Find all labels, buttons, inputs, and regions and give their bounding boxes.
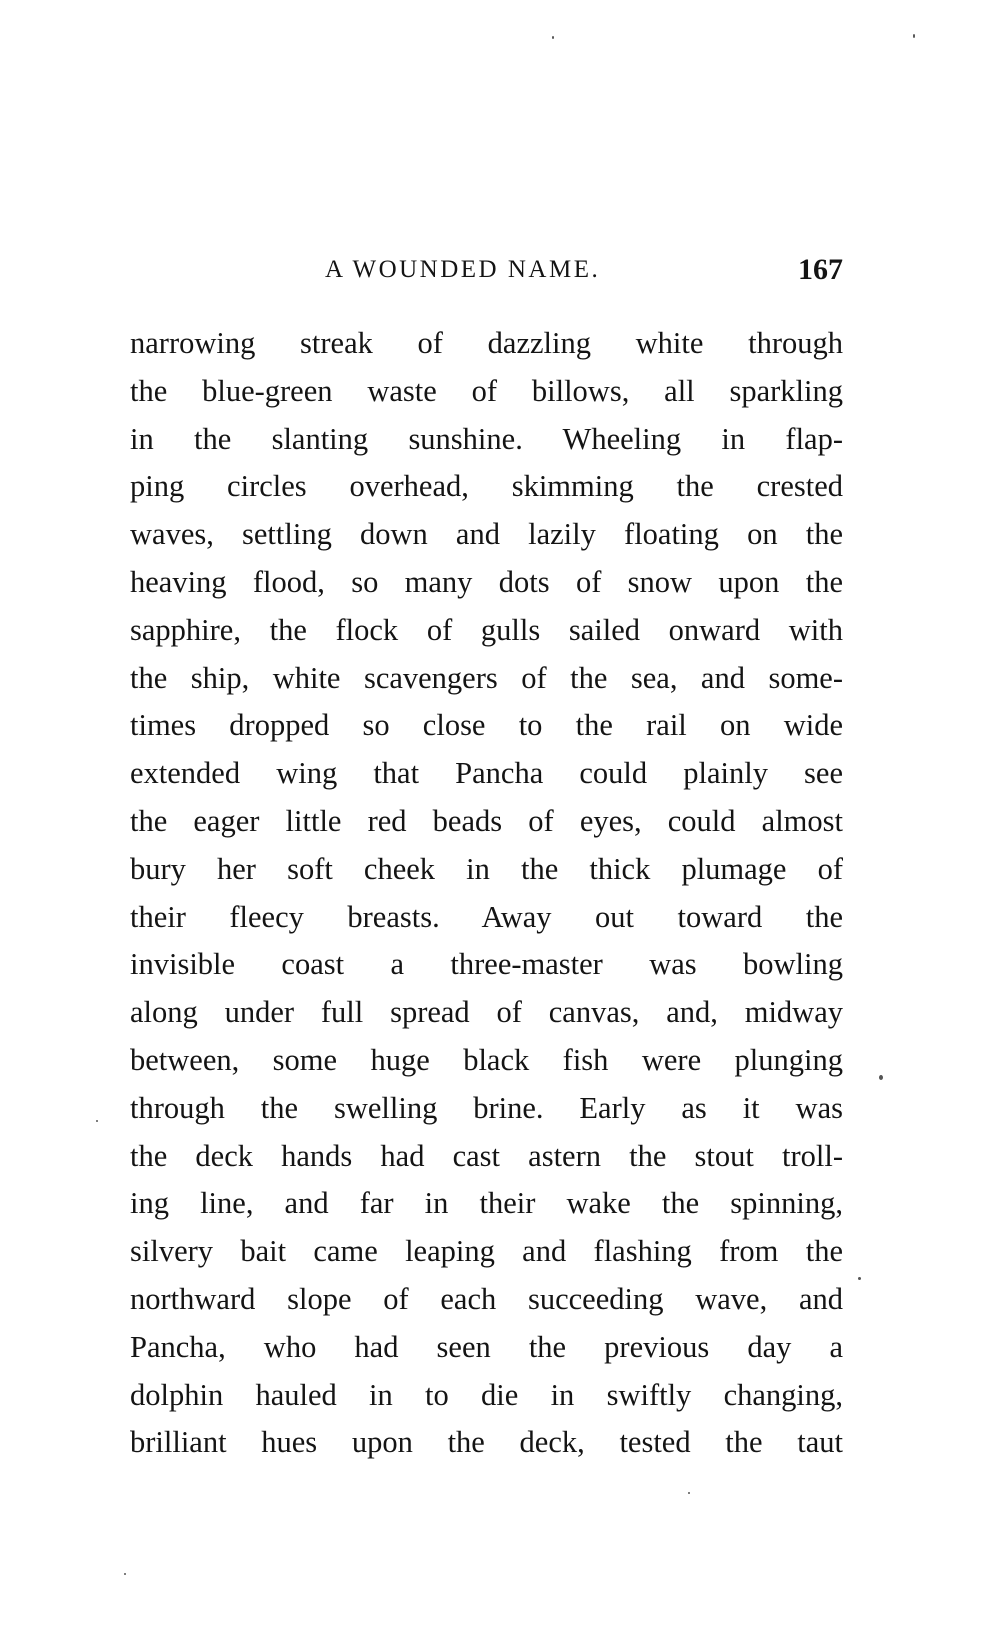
text-line: dolphin hauled in to die in swiftly changing, bbox=[130, 1377, 843, 1412]
text-line: bury her soft cheek in the thick plumage of bbox=[130, 851, 843, 886]
body-text bbox=[130, 320, 843, 1467]
text-line: invisible coast a three-master was bowling bbox=[130, 947, 843, 982]
running-title: A WOUNDED NAME. bbox=[325, 256, 601, 283]
scan-speck bbox=[552, 36, 554, 39]
scan-speck bbox=[858, 1277, 861, 1280]
scan-speck bbox=[124, 1573, 126, 1575]
page-header bbox=[130, 250, 843, 290]
text-line: the deck hands had cast astern the stout troll- bbox=[130, 1138, 843, 1173]
text-line: Pancha, who had seen the previous day a bbox=[130, 1329, 843, 1364]
text-line: the blue-green waste of billows, all sparkling bbox=[130, 373, 843, 408]
scan-speck bbox=[913, 34, 915, 38]
text-line: narrowing streak of dazzling white through bbox=[130, 326, 843, 360]
scan-speck bbox=[879, 1075, 883, 1080]
text-line: in the slanting sunshine. Wheeling in flap- bbox=[130, 421, 843, 456]
text-line: along under full spread of canvas, and, midway bbox=[130, 995, 843, 1030]
text-line: northward slope of each succeeding wave, and bbox=[130, 1281, 843, 1316]
scan-speck bbox=[96, 1120, 98, 1122]
text-line: times dropped so close to the rail on wide bbox=[130, 708, 843, 743]
text-line: the ship, white scavengers of the sea, and some- bbox=[130, 660, 843, 695]
text-line: sapphire, the flock of gulls sailed onward with bbox=[130, 612, 843, 647]
text-line: the eager little red beads of eyes, could almost bbox=[130, 803, 843, 838]
text-line: silvery bait came leaping and flashing from the bbox=[130, 1234, 843, 1269]
scan-speck bbox=[688, 1492, 690, 1494]
text-line: their fleecy breasts. Away out toward the bbox=[130, 899, 843, 934]
text-line: waves, settling down and lazily floating on the bbox=[130, 517, 843, 552]
text-line: ping circles overhead, skimming the crested bbox=[130, 469, 843, 504]
text-line: brilliant hues upon the deck, tested the taut bbox=[130, 1425, 843, 1460]
text-line: through the swelling brine. Early as it was bbox=[130, 1090, 843, 1125]
page-number: 167 bbox=[798, 253, 843, 286]
text-line: extended wing that Pancha could plainly see bbox=[130, 756, 843, 791]
text-line: ing line, and far in their wake the spinning, bbox=[130, 1186, 843, 1221]
text-line: heaving flood, so many dots of snow upon the bbox=[130, 564, 843, 599]
text-line: between, some huge black fish were plunging bbox=[130, 1042, 843, 1077]
